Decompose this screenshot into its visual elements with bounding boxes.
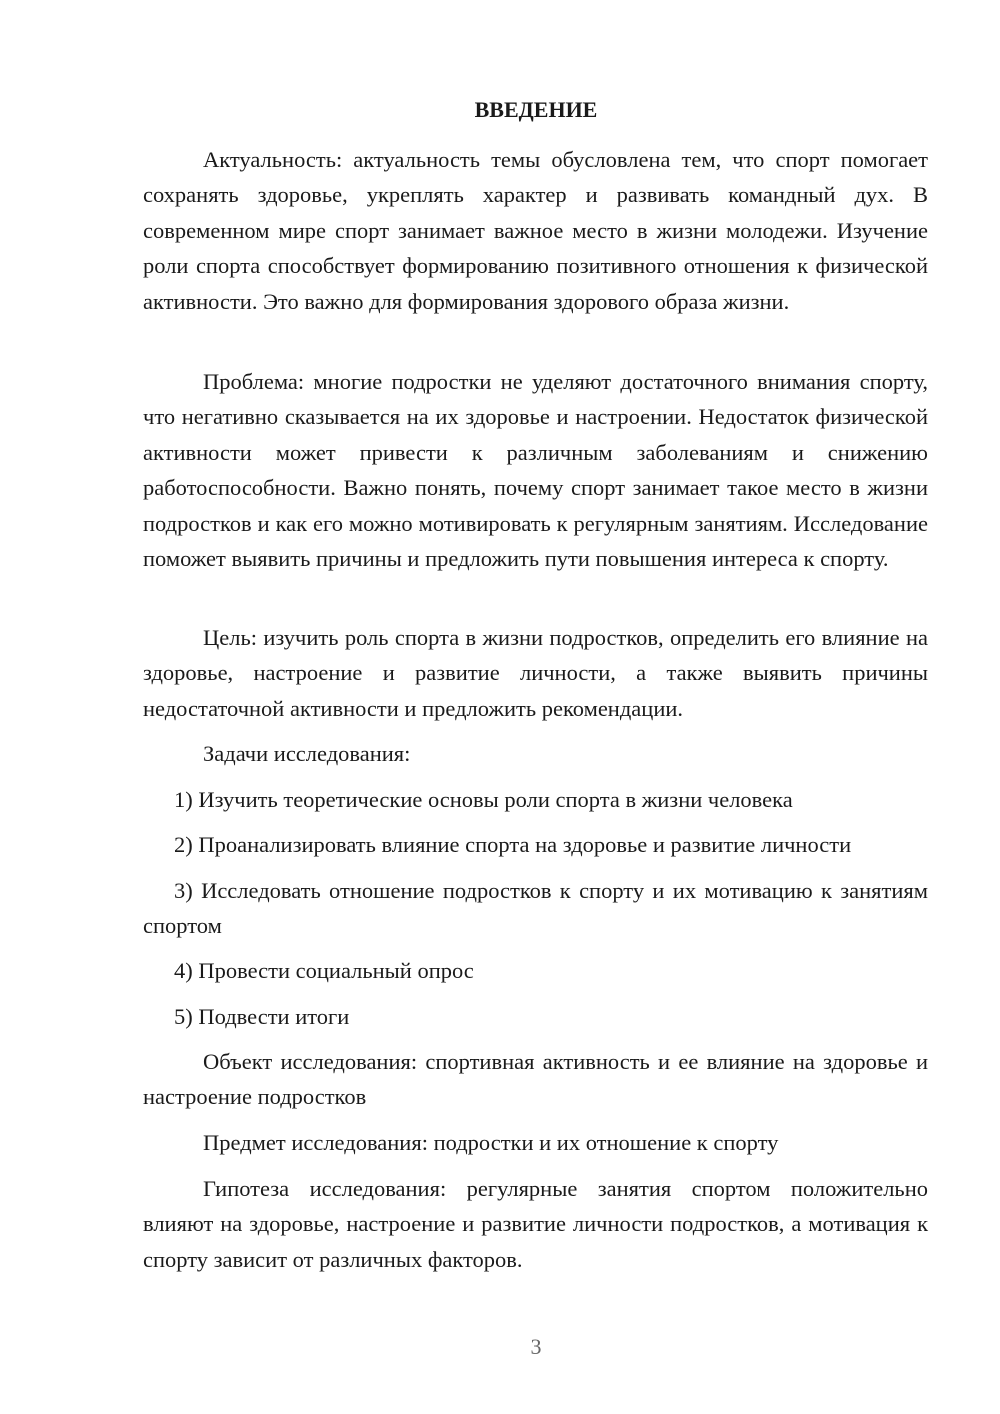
task-item-3: 3) Исследовать отношение подростков к спорту и их мотивацию к занятиям спортом [143,878,928,939]
object-paragraph: Объект исследования: спортивная активность и ее влияние на здоровье и настроение подростков [143,1049,928,1110]
task-item-2: 2) Проанализировать влияние спорта на здоровье и развитие личности [174,832,852,857]
goal-paragraph: Цель: изучить роль спорта в жизни подростков, определить его влияние на здоровье, настроение и развитие личности, а также выявить причины недостаточной активности и предложить рекомендации. [143,625,928,721]
page-number: 3 [530,1334,542,1359]
hypothesis-paragraph: Гипотеза исследования: регулярные занятия спортом положительно влияют на здоровье, настроение и развитие личности подростков, а мотивация к спорту зависит от различных факторов. [143,1176,928,1272]
problem-paragraph: Проблема: многие подростки не уделяют достаточного внимания спорту, что негативно сказывается на их здоровье и настроении. Недостаток физической активности может привести к различным заболеваниям и снижению работоспособности. Важно понять, почему спорт занимает такое место в жизни подростков и как его можно мотивировать к регулярным занятиям. Исследование поможет выявить причины и предложить пути повышения интереса к спорту. [143,369,928,572]
tasks-heading: Задачи исследования: [203,741,411,766]
subject-paragraph: Предмет исследования: подростки и их отношение к спорту [203,1130,779,1155]
task-item-4: 4) Провести социальный опрос [174,958,474,983]
page-title: ВВЕДЕНИЕ [474,97,598,122]
task-item-5: 5) Подвести итоги [174,1004,350,1029]
relevance-paragraph: Актуальность: актуальность темы обусловлена тем, что спорт помогает сохранять здоровье, укреплять характер и развивать командный дух. В современном мире спорт занимает важное место в жизни молодежи. Изучение роли спорта способствует формированию позитивного отношения к физической активности. Это важно для формирования здорового образа жизни. [143,147,928,314]
task-item-1: 1) Изучить теоретические основы роли спорта в жизни человека [174,787,793,812]
